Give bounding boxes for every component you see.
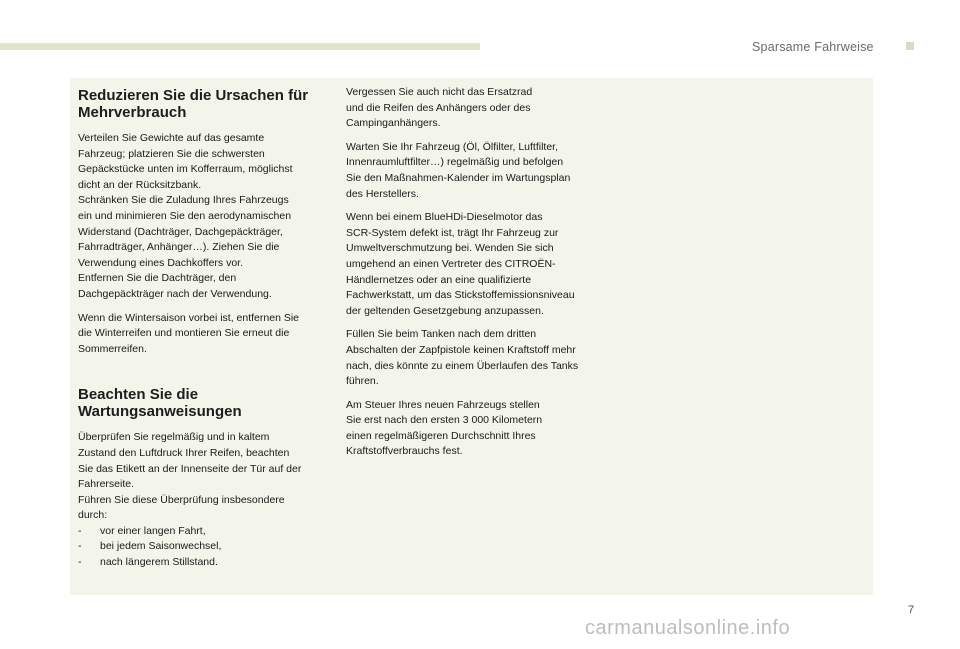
text-line: Fachwerkstatt, um das Stickstoffemissionsniveau [346,289,575,302]
text-line: Händlernetzes oder an eine qualifizierte [346,273,532,286]
heading-maintenance: Beachten Sie die Wartungsanweisungen [78,386,242,421]
text-line: Sie erst nach den ersten 3 000 Kilometern [346,414,543,427]
list-item: - vor einer langen Fahrt, [78,524,206,537]
paragraph-weight-distribution [78,131,323,303]
text-line: Gepäckstücke unten im Kofferraum, möglichst [78,163,293,176]
text-line: Warten Sie Ihr Fahrzeug (Öl, Ölfilter, Luftfilter, [346,140,559,153]
watermark-text: carmanualsonline.info [585,617,791,639]
text-line: Verteilen Sie Gewichte auf das gesamte [78,132,265,144]
paragraph-new-vehicle [346,398,601,460]
text-line: Entfernen Sie die Dachträger, den [78,272,237,285]
text-line: die Winterreifen und montieren Sie erneut die [78,327,290,340]
text-line: SCR-System defekt ist, trägt Ihr Fahrzeug zur [346,226,559,239]
text-line: Fahrradträger, Anhänger…). Ziehen Sie die [78,241,280,254]
section-title: Sparsame Fahrweise [752,40,874,54]
text-line: Sie das Etikett an der Innenseite der Tür auf der [78,462,302,475]
text-line: Vergessen Sie auch nicht das Ersatzrad [346,86,533,98]
text-line: und die Reifen des Anhängers oder des [346,101,531,114]
text-line: Fahrerseite. [78,478,135,491]
list-item: - bei jedem Saisonwechsel, [78,540,222,553]
text-line: Widerstand (Dachträger, Dachgepäckträger, [78,225,283,238]
text-line: des Herstellers. [346,187,419,200]
text-line: Fahrzeug; platzieren Sie die schwersten [78,147,265,160]
text-line: Umweltverschmutzung bei. Wenden Sie sich [346,242,554,255]
text-line: Überprüfen Sie regelmäßig und in kaltem [78,431,270,444]
text-line: Verwendung eines Dachkoffers vor. [78,256,243,269]
text-line: umgehend an einen Vertreter des CITROËN- [346,257,556,270]
list-item: - nach längerem Stillstand. [78,556,218,569]
paragraph-scr-system [346,210,601,319]
text-line: ein und minimieren Sie den aerodynamischen [78,209,292,222]
text-line: Am Steuer Ihres neuen Fahrzeugs stellen [346,398,540,411]
paragraph-winter-tyres [78,311,323,358]
text-line: durch: [78,509,108,522]
text-line: Sommerreifen. [78,342,147,355]
header-accent-bar [0,43,480,50]
text-line: Füllen Sie beim Tanken nach dem dritten [346,328,537,341]
text-line: führen. [346,375,379,388]
text-line: der geltenden Gesetzgebung anzupassen. [346,304,544,317]
text-line: Wenn bei einem BlueHDi-Dieselmotor das [346,211,543,224]
left-column [78,87,323,571]
text-line: Innenraumluftfilter…) regelmäßig und befolgen [346,156,564,169]
text-line: dicht an der Rücksitzbank. [78,178,202,191]
text-line: Campinganhängers. [346,117,441,130]
text-line: Wenn die Wintersaison vorbei ist, entfernen Sie [78,311,300,324]
page-number: 7 [908,604,915,616]
text-line: Sie den Maßnahmen-Kalender im Wartungsplan [346,171,571,184]
bullet-list [78,524,323,571]
text-line: Kraftstoffverbrauchs fest. [346,445,463,458]
text-line: Schränken Sie die Zuladung Ihres Fahrzeugs [78,194,289,207]
paragraph-tyre-pressure [78,430,323,524]
right-column [346,85,601,468]
text-line: Dachgepäckträger nach der Verwendung. [78,287,272,300]
paragraph-service-schedule [346,140,601,202]
text-line: nach, dies könnte zu einem Überlaufen des Tanks [346,359,579,372]
paragraph-refuelling [346,327,601,389]
header-square-marker [906,42,914,50]
text-line: Abschalten der Zapfpistole keinen Kraftstoff mehr [346,343,576,356]
text-line: einen regelmäßigeren Durchschnitt Ihres [346,429,536,442]
heading-reduce-causes: Reduzieren Sie die Ursachen für Mehrverbrauch [78,87,309,121]
text-line: Führen Sie diese Überprüfung insbesondere [78,493,285,506]
paragraph-spare-wheel [346,85,601,132]
text-line: Zustand den Luftdruck Ihrer Reifen, beachten [78,446,290,459]
